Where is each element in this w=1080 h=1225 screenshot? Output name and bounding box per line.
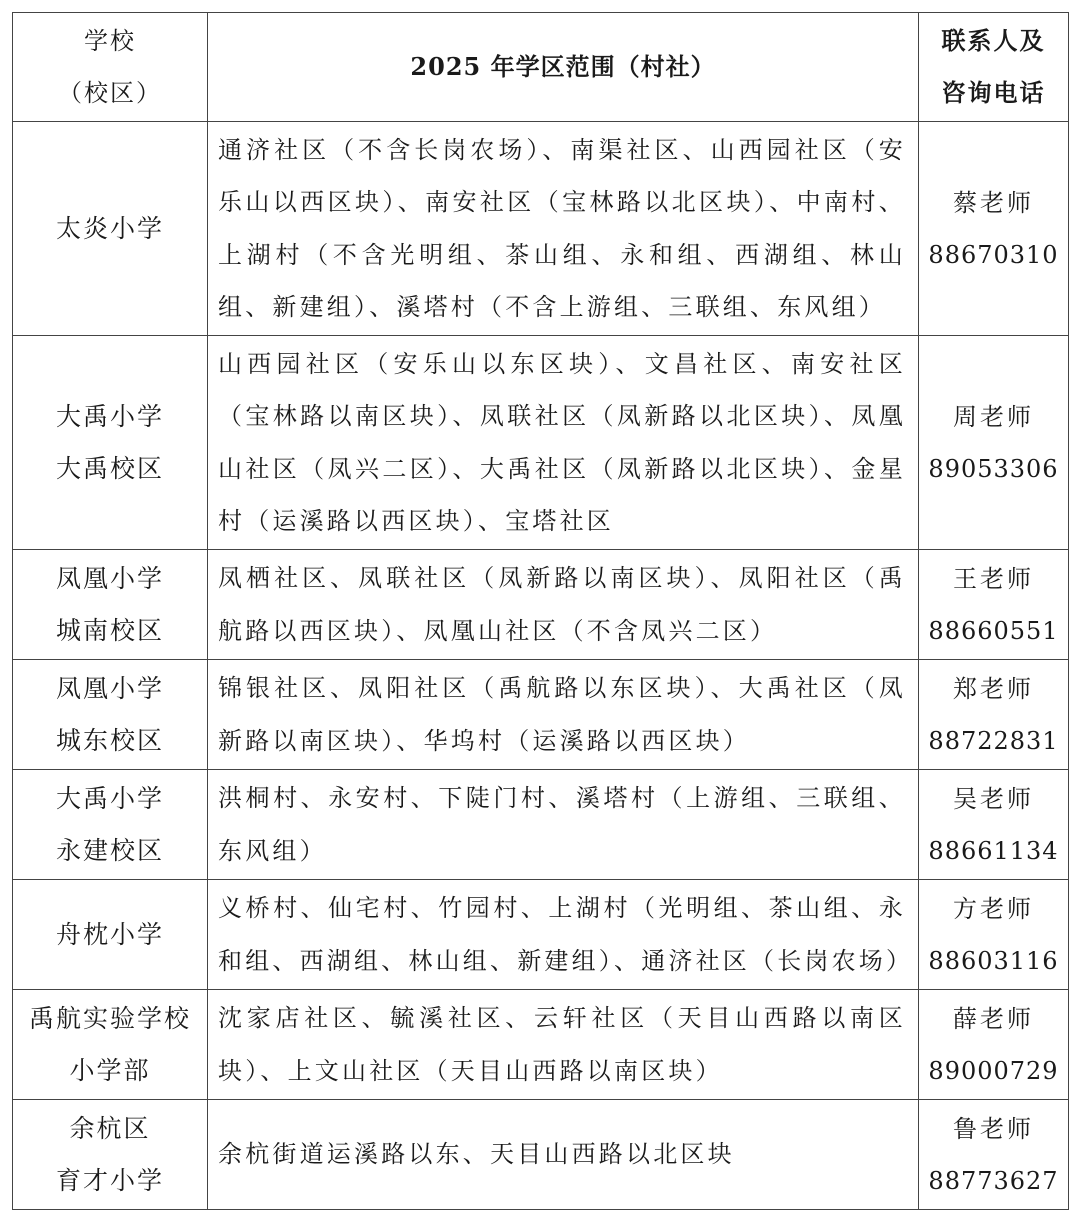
school-name: 凤凰小学: [55, 673, 164, 703]
school-name: 大禹小学: [55, 783, 164, 813]
table-row: [13, 122, 1069, 336]
range-cell: 义桥村、仙宅村、竹园村、上湖村（光明组、茶山组、永和组、西湖组、林山组、新建组）、通济社区（长岗农场）: [208, 880, 919, 990]
header-range: [208, 13, 919, 122]
contact-name: 鲁老师: [953, 1114, 1034, 1143]
contact-cell: [919, 550, 1069, 660]
contact-cell: [919, 336, 1069, 550]
contact-phone: 88661134: [928, 836, 1059, 865]
table-row: [13, 336, 1069, 550]
header-contact-line1: 联系人及: [941, 26, 1046, 55]
contact-name: 吴老师: [953, 784, 1034, 813]
school-cell: [13, 1100, 208, 1210]
contact-cell: [919, 880, 1069, 990]
contact-phone: 88670310: [928, 240, 1059, 269]
range-cell: 余杭街道运溪路以东、天目山西路以北区块: [208, 1100, 919, 1210]
contact-name: 方老师: [953, 894, 1034, 923]
range-cell: 锦银社区、凤阳社区（禹航路以东区块）、大禹社区（凤新路以南区块）、华坞村（运溪路以西区块）: [208, 660, 919, 770]
header-range-title: 2025 年学区范围（村社）: [410, 52, 716, 81]
contact-cell: [919, 770, 1069, 880]
school-cell: [13, 336, 208, 550]
header-school: [13, 13, 208, 122]
school-name: 大禹小学: [55, 401, 164, 431]
school-campus: 育才小学: [55, 1165, 164, 1195]
range-cell: 通济社区（不含长岗农场）、南渠社区、山西园社区（安乐山以西区块）、南安社区（宝林路以北区块）、中南村、上湖村（不含光明组、茶山组、永和组、西湖组、林山组、新建组）、溪塔村（不含上游组、三联组、东风组）: [208, 122, 919, 336]
range-cell: 凤栖社区、凤联社区（凤新路以南区块）、凤阳社区（禹航路以西区块）、凤凰山社区（不含凤兴二区）: [208, 550, 919, 660]
contact-name: 郑老师: [953, 674, 1034, 703]
header-contact-line2: 咨询电话: [941, 78, 1046, 107]
school-name: 舟枕小学: [55, 919, 164, 949]
contact-cell: [919, 660, 1069, 770]
header-school-line2: （校区）: [58, 79, 162, 107]
school-campus: 小学部: [69, 1055, 151, 1085]
header-contact: [919, 13, 1069, 122]
header-school-line1: 学校: [84, 27, 136, 55]
contact-phone: 88722831: [928, 726, 1059, 755]
range-cell: 山西园社区（安乐山以东区块）、文昌社区、南安社区（宝林路以南区块）、凤联社区（凤新路以北区块）、凤凰山社区（凤兴二区）、大禹社区（凤新路以北区块）、金星村（运溪路以西区块）、宝塔社区: [208, 336, 919, 550]
table-header-row: [13, 13, 1069, 122]
contact-phone: 89000729: [928, 1056, 1059, 1085]
contact-name: 王老师: [953, 564, 1034, 593]
contact-phone: 88603116: [928, 946, 1059, 975]
school-name: 余杭区: [69, 1113, 151, 1143]
contact-phone: 88660551: [928, 616, 1059, 645]
table-row: [13, 550, 1069, 660]
contact-name: 薛老师: [953, 1004, 1034, 1033]
school-cell: [13, 880, 208, 990]
school-campus: 永建校区: [55, 835, 164, 865]
school-cell: [13, 770, 208, 880]
contact-cell: [919, 990, 1069, 1100]
table-row: [13, 880, 1069, 990]
table-row: [13, 770, 1069, 880]
school-cell: [13, 660, 208, 770]
school-name: 凤凰小学: [55, 563, 164, 593]
contact-phone: 88773627: [928, 1166, 1059, 1195]
range-cell: 沈家店社区、毓溪社区、云轩社区（天目山西路以南区块）、上文山社区（天目山西路以南区块）: [208, 990, 919, 1100]
school-name: 太炎小学: [55, 213, 164, 243]
table-row: [13, 990, 1069, 1100]
school-campus: 城南校区: [55, 615, 164, 645]
contact-name: 周老师: [953, 402, 1034, 431]
school-campus: 城东校区: [55, 725, 164, 755]
school-campus: 大禹校区: [55, 453, 164, 483]
table-row: [13, 660, 1069, 770]
contact-cell: [919, 1100, 1069, 1210]
school-cell: [13, 122, 208, 336]
contact-phone: 89053306: [928, 454, 1059, 483]
contact-name: 蔡老师: [953, 188, 1034, 217]
school-district-table: [12, 12, 1069, 1210]
table-row: [13, 1100, 1069, 1210]
range-cell: 洪桐村、永安村、下陡门村、溪塔村（上游组、三联组、东风组）: [208, 770, 919, 880]
school-cell: [13, 550, 208, 660]
contact-cell: [919, 122, 1069, 336]
school-name: 禹航实验学校: [28, 1003, 191, 1033]
school-cell: [13, 990, 208, 1100]
